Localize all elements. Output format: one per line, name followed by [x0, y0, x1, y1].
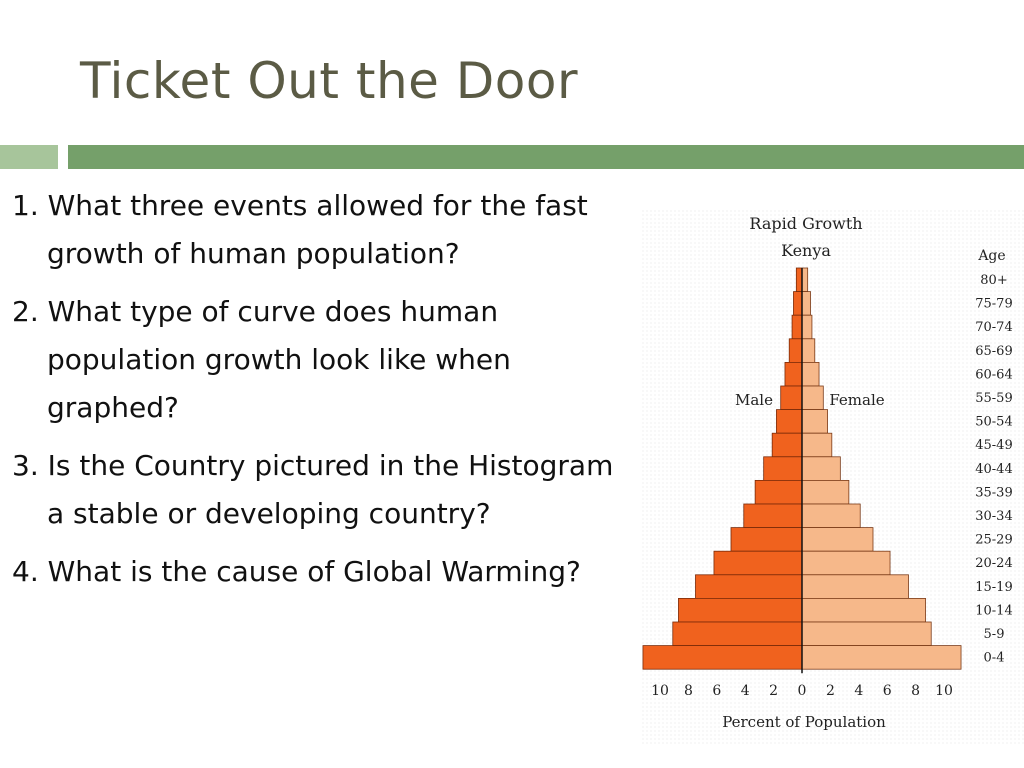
- bar-female-60-64: [802, 362, 819, 386]
- age-label: 75-79: [975, 296, 1013, 312]
- age-label: 70-74: [975, 320, 1013, 336]
- bar-male-30-34: [744, 504, 802, 528]
- bar-female-10-14: [802, 598, 926, 622]
- x-tick-label: 8: [911, 683, 921, 700]
- bar-male-50-54: [776, 410, 802, 434]
- bar-male-0-4: [643, 646, 802, 670]
- age-label: 10-14: [975, 603, 1013, 619]
- bar-male-35-39: [755, 480, 802, 504]
- bar-male-5-9: [673, 622, 802, 646]
- population-pyramid-chart: [642, 210, 1024, 745]
- bar-female-40-44: [802, 457, 840, 481]
- bar-male-45-49: [772, 433, 802, 457]
- bar-female-30-34: [802, 504, 860, 528]
- bar-female-35-39: [802, 480, 849, 504]
- bar-male-75-79: [793, 292, 802, 316]
- legend-male: Male: [735, 391, 773, 409]
- age-header: Age: [978, 248, 1006, 264]
- bar-male-80+: [796, 268, 802, 292]
- bar-male-40-44: [764, 457, 802, 481]
- legend-female: Female: [829, 391, 885, 409]
- age-labels: [975, 273, 1012, 666]
- x-tick-label: 10: [935, 683, 953, 700]
- title-rule-accent: [0, 145, 58, 169]
- x-tick-label: 4: [740, 683, 750, 700]
- x-tick-label: 6: [712, 683, 722, 700]
- age-label: 60-64: [975, 367, 1013, 383]
- age-label: 80+: [980, 273, 1008, 288]
- age-label: 15-19: [975, 579, 1013, 595]
- bar-female-15-19: [802, 575, 909, 599]
- x-tick-label: 10: [651, 683, 669, 700]
- bar-female-45-49: [802, 433, 832, 457]
- x-tick-label: 0: [797, 683, 807, 700]
- bar-male-60-64: [785, 362, 802, 386]
- age-label: 45-49: [975, 438, 1013, 454]
- age-label: 55-59: [975, 391, 1013, 406]
- x-tick-label: 4: [854, 683, 864, 700]
- bar-female-75-79: [802, 292, 811, 316]
- question-3: 3. Is the Country pictured in the Histogram a stable or developing country?: [12, 449, 614, 530]
- question-4: 4. What is the cause of Global Warming?: [12, 555, 581, 588]
- age-label: 20-24: [975, 556, 1013, 572]
- bar-female-80+: [802, 268, 808, 292]
- bar-male-65-69: [789, 339, 802, 363]
- bar-female-65-69: [802, 339, 815, 363]
- question-1: 1. What three events allowed for the fast growth of human population?: [12, 189, 588, 270]
- x-axis-label: Percent of Population: [722, 713, 886, 731]
- slide-title: Ticket Out the Door: [80, 52, 579, 110]
- bar-male-20-24: [714, 551, 802, 575]
- question-list: [12, 182, 624, 606]
- bar-male-55-59: [781, 386, 802, 410]
- bar-female-70-74: [802, 315, 812, 339]
- bar-female-25-29: [802, 528, 873, 552]
- age-label: 5-9: [983, 627, 1005, 642]
- bar-female-55-59: [802, 386, 823, 410]
- bar-female-5-9: [802, 622, 931, 646]
- bar-male-70-74: [792, 315, 802, 339]
- age-label: 25-29: [975, 532, 1013, 548]
- bar-female-50-54: [802, 410, 828, 434]
- x-tick-label: 2: [825, 683, 835, 700]
- question-2: 2. What type of curve does human population growth look like when graphed?: [12, 295, 511, 424]
- chart-subtitle: Kenya: [781, 241, 831, 260]
- age-label: 65-69: [975, 343, 1013, 359]
- x-tick-label: 2: [769, 683, 779, 700]
- title-rule: [68, 145, 1024, 169]
- bar-female-20-24: [802, 551, 890, 575]
- age-label: 50-54: [975, 414, 1013, 430]
- age-label: 0-4: [983, 650, 1005, 666]
- bar-male-10-14: [678, 598, 802, 622]
- chart-title: Rapid Growth: [749, 214, 863, 233]
- age-label: 35-39: [975, 485, 1013, 501]
- bar-male-15-19: [696, 575, 803, 599]
- x-tick-label: 8: [683, 683, 693, 700]
- age-label: 30-34: [975, 509, 1013, 524]
- age-label: 40-44: [975, 461, 1013, 477]
- bar-female-0-4: [802, 646, 961, 670]
- bar-male-25-29: [731, 528, 802, 552]
- x-tick-label: 6: [882, 683, 892, 700]
